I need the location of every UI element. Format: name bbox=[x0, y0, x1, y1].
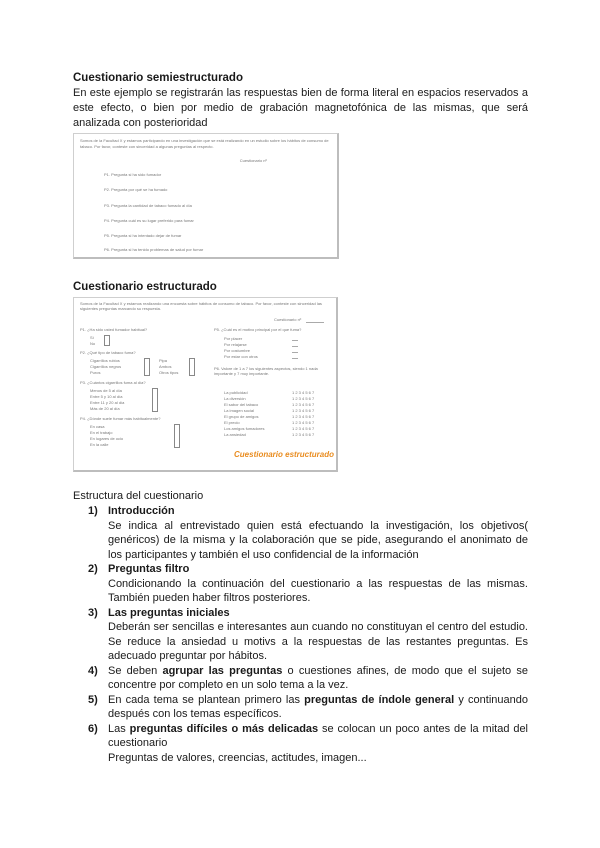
estr-option: Ambos bbox=[159, 364, 172, 369]
estr-option: Cigarrillos negros bbox=[90, 364, 122, 369]
item-text-pre: Las bbox=[108, 722, 130, 735]
estr-q6-item: La imagen social bbox=[224, 408, 255, 413]
estr-q6-item: La diversión bbox=[224, 396, 246, 401]
semi-figure-intro: Somos de la Facultad X y estamos participando en una investigación que se está realizando en un estudio sobre los hábitos de consumo de tabaco. Por favor, conteste con sinceridad a algunas preguntas al respecto. bbox=[80, 138, 329, 149]
item-text-pre: Se deben bbox=[108, 664, 163, 677]
estr-scale: 1 2 3 4 5 6 7 bbox=[292, 408, 315, 413]
item-text-bold: preguntas de índole general bbox=[304, 693, 455, 706]
estructura-list bbox=[88, 504, 528, 765]
estr-option: No bbox=[90, 341, 96, 346]
estr-q6-item: La ansiedad bbox=[224, 432, 246, 437]
item-extra: Preguntas de valores, creencias, actitudes, imagen... bbox=[108, 751, 367, 764]
estr-q6-item: Los amigos fumadores bbox=[224, 426, 265, 431]
estr-figure-num: Cuestionario nº bbox=[274, 317, 302, 322]
item-text-bold: agrupar las preguntas bbox=[162, 664, 283, 677]
item-text-post: o cuestiones afines, de modo que el sujeto se concentre por completo en un solo tema a la vez. bbox=[108, 664, 528, 691]
estr-scale: 1 2 3 4 5 6 7 bbox=[292, 402, 315, 407]
estr-scale: 1 2 3 4 5 6 7 bbox=[292, 414, 315, 419]
list-item bbox=[88, 722, 528, 766]
estr-scale: 1 2 3 4 5 6 7 bbox=[292, 426, 315, 431]
item-text-post: se colocan un poco antes de la mitad del cuestionario bbox=[108, 722, 529, 749]
item-text: Condicionando la continuación del cuestionario a las respuestas de las mismas. También pueden haber filtros posteriores. bbox=[108, 577, 528, 604]
estr-option: Pipa bbox=[159, 358, 168, 363]
estr-option: Menos de 5 al día bbox=[90, 388, 122, 393]
estructura-title: Estructura del cuestionario bbox=[73, 490, 204, 502]
estr-option: En la calle bbox=[90, 442, 109, 447]
estr-option: Por estar con otros bbox=[224, 354, 258, 359]
estr-q1: P1. ¿Ha sido usted fumador habitual? bbox=[80, 327, 148, 332]
list-item bbox=[88, 693, 528, 722]
estr-option: En el trabajo bbox=[90, 430, 113, 435]
item-text-bold: preguntas difíciles o más delicadas bbox=[129, 722, 319, 735]
estr-option: Por placer bbox=[224, 336, 243, 341]
item-text: Deberán ser sencillas e interesantes aun cuando no constituyan el centro del estudio. Se reduce la ansiedad u motivs a la respuestas de las restantes preguntas. Es adecuado preguntar por hábitos. bbox=[108, 621, 528, 662]
estr-option: Más de 20 al día bbox=[90, 406, 120, 411]
list-item bbox=[88, 562, 528, 606]
semi-question: P5. Pregunta si ha intentado dejar de fumar bbox=[104, 233, 182, 238]
item-text-post: y continuando después con los temas específicos. bbox=[108, 693, 528, 720]
estr-option: En casa bbox=[90, 424, 105, 429]
estr-q6-item: El sabor del tabaco bbox=[224, 402, 259, 407]
estr-option: Otros tipos bbox=[159, 370, 179, 375]
estr-scale: 1 2 3 4 5 6 7 bbox=[292, 432, 315, 437]
semi-paragraph: En este ejemplo se registrarán las respuestas bien de forma literal en espacios reservados a este efecto, o bien por medio de grabación magnetofónica de las mismas, que será analizada con posterioridad bbox=[73, 87, 528, 129]
semi-question: P2. Pregunta por qué se ha fumado bbox=[104, 187, 168, 192]
estr-q6-item: La publicidad bbox=[224, 390, 248, 395]
estr-scale: 1 2 3 4 5 6 7 bbox=[292, 396, 315, 401]
semi-question: P6. Pregunta si ha tenido problemas de salud por fumar bbox=[104, 247, 204, 252]
item-number: 6) bbox=[88, 722, 98, 735]
item-number: 2) bbox=[88, 563, 98, 575]
item-text: Se indica al entrevistado quien está efectuando la investigación, los objetivos( genéricos) de la misma y la colaboración que se pide, asegurando el anonimato de los participantes y también el uso confidencial de la información bbox=[108, 519, 528, 561]
list-item bbox=[88, 606, 528, 664]
list-item bbox=[88, 664, 528, 693]
semi-question: P4. Pregunta cuál es su lugar preferido para fumar bbox=[104, 218, 194, 223]
item-title: Preguntas filtro bbox=[108, 563, 190, 575]
estr-option: Sí bbox=[90, 335, 94, 340]
estr-q6-item: El precio bbox=[224, 420, 240, 425]
estr-figure-caption: Cuestionario estructurado bbox=[234, 450, 335, 459]
estr-q4: P4. ¿Dónde suele fumar más habitualmente? bbox=[80, 416, 161, 421]
estr-q5: P5. ¿Cuál es el motivo principal por el que fuma? bbox=[214, 327, 302, 332]
estr-q6: P6. Valore de 1 a 7 los siguientes aspectos, siendo 1 nada importante y 7 muy importante. bbox=[214, 366, 318, 376]
estr-option: Puros bbox=[90, 370, 101, 375]
semi-heading: Cuestionario semiestructurado bbox=[73, 72, 243, 84]
estr-figure-intro: Somos de la Facultad X y estamos realizando una encuesta sobre hábitos de consumo de tabaco. Por favor, conteste con sinceridad las siguientes preguntas marcando su respuesta. bbox=[80, 301, 322, 311]
estr-option: Cigarrillos rubios bbox=[90, 358, 120, 363]
list-item bbox=[88, 504, 528, 562]
estr-q3: P3. ¿Cuántos cigarrillos fuma al día? bbox=[80, 380, 146, 385]
item-number: 4) bbox=[88, 664, 98, 677]
estr-scale: 1 2 3 4 5 6 7 bbox=[292, 390, 315, 395]
estr-q6-item: El grupo de amigos bbox=[224, 414, 259, 419]
estr-option: Entre 5 y 10 al día bbox=[90, 394, 123, 399]
semi-question: P3. Pregunta la cantidad de tabaco fumado al día bbox=[104, 203, 192, 208]
estr-option: Por costumbre bbox=[224, 348, 251, 353]
estr-heading: Cuestionario estructurado bbox=[73, 281, 217, 293]
estr-option: Entre 11 y 20 al día bbox=[90, 400, 125, 405]
item-title: Introducción bbox=[108, 505, 175, 517]
item-number: 3) bbox=[88, 606, 98, 619]
item-number: 5) bbox=[88, 693, 98, 706]
item-text-pre: En cada tema se plantean primero las bbox=[108, 693, 305, 706]
item-title: Las preguntas iniciales bbox=[108, 606, 230, 619]
item-number: 1) bbox=[88, 505, 98, 517]
estr-figure bbox=[73, 297, 338, 472]
semi-figure-reply: Cuestionario nº bbox=[239, 158, 267, 163]
semi-figure bbox=[73, 133, 339, 259]
estr-q2: P2. ¿Qué tipo de tabaco fuma? bbox=[80, 350, 136, 355]
semi-question: P1. Pregunta si ha sido fumador bbox=[104, 172, 162, 177]
estr-option: Por relajarse bbox=[224, 342, 247, 347]
estr-scale: 1 2 3 4 5 6 7 bbox=[292, 420, 315, 425]
estr-option: En lugares de ocio bbox=[90, 436, 124, 441]
